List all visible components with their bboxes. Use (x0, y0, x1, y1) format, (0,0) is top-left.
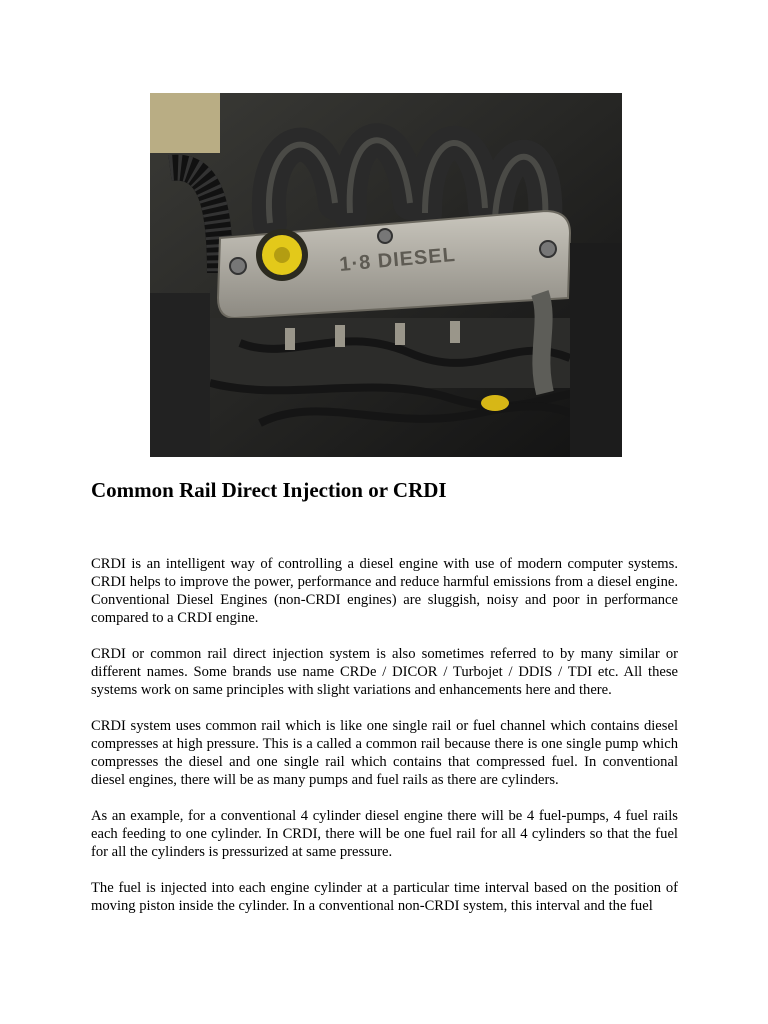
paragraph: CRDI system uses common rail which is like one single rail or fuel channel which contains diesel compresses at high pressure. This is a called a common rail because there is one single pump which compresses the diesel and one single rail which contains that compressed fuel. In conventional diesel engines, there will be as many pumps and fuel rails as there are cylinders. (91, 718, 678, 788)
paragraph: CRDI is an intelligent way of controlling a diesel engine with use of modern computer systems. CRDI helps to improve the power, performance and reduce harmful emissions from a diesel engine. Conventional Diesel Engines (non-CRDI engines) are sluggish, noisy and poor in performance compared to a CRDI engine. (91, 556, 678, 626)
engine-photo (150, 93, 622, 457)
engine-cover-engraving: 1·8 DIESEL (338, 243, 457, 276)
paragraph: As an example, for a conventional 4 cylinder diesel engine there will be 4 fuel-pumps, 4 fuel rails each feeding to one cylinder. In CRDI, there will be one fuel rail for all 4 cylinders so that the fuel for all the cylinders is pressurized at same pressure. (91, 808, 678, 860)
paragraph: The fuel is injected into each engine cylinder at a particular time interval based on the position of moving piston inside the cylinder. In a conventional non-CRDI system, this interval and the fuel (91, 880, 678, 914)
body-text (91, 555, 678, 933)
page-title: Common Rail Direct Injection or CRDI (91, 478, 447, 502)
paragraph: CRDI or common rail direct injection system is also sometimes referred to by many similar or different names. Some brands use name CRDe / DICOR / Turbojet / DDIS / TDI etc. All these systems work on same principles with slight variations and enhancements here and there. (91, 646, 678, 698)
